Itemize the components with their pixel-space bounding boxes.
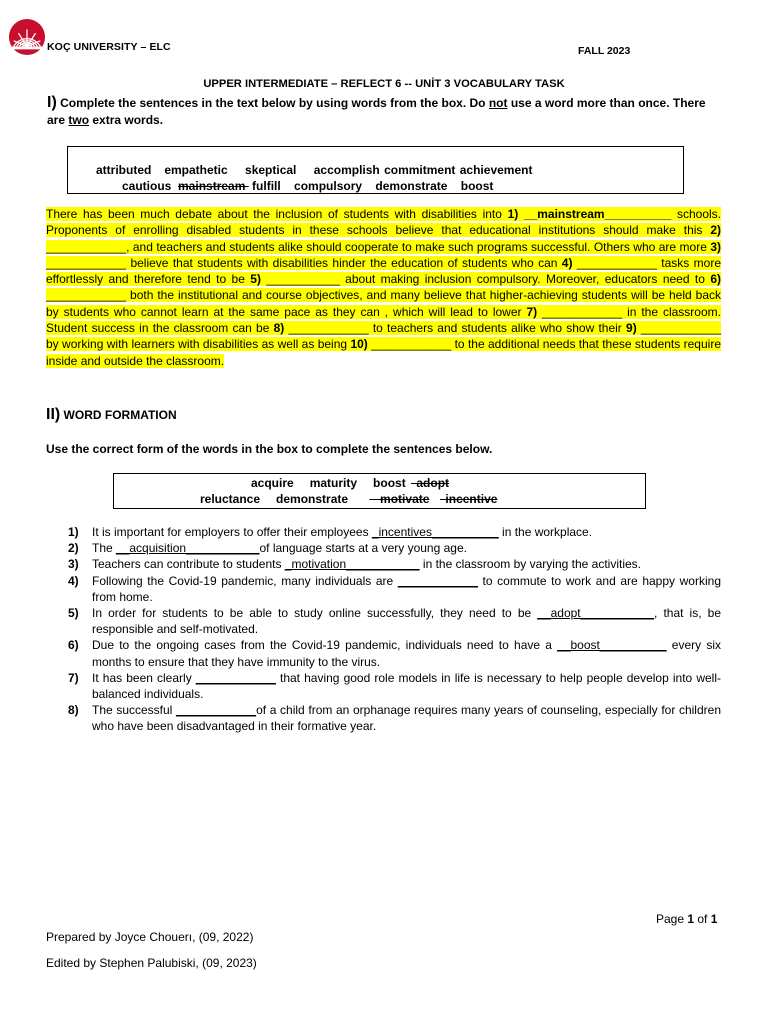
page-number: Page 1 of 1 xyxy=(656,912,718,926)
word-box-1 xyxy=(67,146,684,194)
list-item: 7) It has been clearly ____________ that having good role models in life is necessary to help people develop into well-balanced individuals. xyxy=(68,670,721,702)
prepared-by: Prepared by Joyce Chouerı, (09, 2022) xyxy=(46,930,254,944)
answer-blank: ____________ xyxy=(195,670,276,685)
page-title: UPPER INTERMEDIATE – REFLECT 6 -- UNİT 3 VOCABULARY TASK xyxy=(203,78,565,90)
header-left xyxy=(8,18,171,56)
university-name: KOÇ UNIVERSITY – ELC xyxy=(47,41,171,53)
answer-blank: __adopt___________ xyxy=(537,606,655,621)
answer-blank: __boost__________ xyxy=(557,638,667,653)
list-item: 4) Following the Covid-19 pandemic, many individuals are ____________ to commute to work and are happy working from home. xyxy=(68,573,721,604)
word-box-1-row1: attributed empathetic skeptical accomplish commitment achievement xyxy=(96,163,533,177)
struck-word: adopt xyxy=(411,476,450,490)
word-formation-list xyxy=(46,524,721,735)
term-label: FALL 2023 xyxy=(578,45,631,57)
struck-word: incentive xyxy=(440,492,498,506)
list-item: 8) The successful ____________of a child from an orphanage requires many years of counseling, especially for children who have been disadvantaged in their formative year. xyxy=(68,703,721,734)
list-item: 1) It is important for employers to offer their employees _incentives__________ in the workplace. xyxy=(68,525,593,539)
word-box-2 xyxy=(113,473,646,509)
section2-heading: II) WORD FORMATION xyxy=(46,406,177,423)
answer-blank: _motivation___________ xyxy=(284,557,420,572)
list-item: 6) Due to the ongoing cases from the Covid-19 pandemic, individuals need to have a __boost__________ every six months to ensure that they have immunity to the virus. xyxy=(68,638,721,669)
list-item: 2) The __acquisition___________of language starts at a very young age. xyxy=(68,541,467,556)
section1-instruction: I) Complete the sentences in the text below by using words from the box. Do not use a word more than once. There are two extra words. xyxy=(47,94,706,127)
edited-by: Edited by Stephen Palubiski, (09, 2023) xyxy=(46,956,257,970)
list-item: 3) Teachers can contribute to students _motivation___________ in the classroom by varying the activities. xyxy=(68,557,641,572)
answer-blank: __acquisition___________ xyxy=(116,541,260,556)
list-item: 5) In order for students to be able to study online successfully, they need to be __adopt___________, that is, be responsible and self-motivated. xyxy=(68,606,721,637)
word-box-2-row1: acquire maturity boost adopt xyxy=(251,476,450,490)
struck-word: mainstream xyxy=(178,179,249,193)
answer-blank: ____________ xyxy=(397,573,478,588)
koc-university-logo-icon xyxy=(8,18,46,56)
section2-instruction: Use the correct form of the words in the box to complete the sentences below. xyxy=(46,442,493,456)
word-box-1-row2: cautious mainstream fulfill compulsory demonstrate boost xyxy=(122,179,494,193)
highlighted-passage: There has been much debate about the inclusion of students with disabilities into 1) __mainstream__________ schools. Proponents of enrolling disabled students in these schools believe that educational institutions should make this 2) ____________, and teachers and students alike should cooperate to make such programs successful. Others who are more 3) ____________ believe that students with disabilities hinder the education of students who can 4) ____________ tasks more effortlessly and therefore tend to be 5) ___________ about making inclusion compulsory. Moreover, educators need to 6) ____________ both the institutional and course objectives, and many believe that higher-achieving students will be held back by students who cannot learn at the same pace as they can , which will lead to lower 7) ____________ in the classroom. Student success in the classroom can be 8) ____________ to teachers and students alike who show their 9) ____________ by working with learners with disabilities as well as being 10) ____________ to the additional needs that these students require inside and outside the classroom. xyxy=(46,207,721,368)
section1-passage xyxy=(46,206,721,369)
answer-blank: _incentives__________ xyxy=(371,525,499,539)
struck-word: motivate xyxy=(369,492,430,506)
answer-blank: ____________ xyxy=(175,703,257,718)
word-box-2-row2: reluctance demonstrate motivate incentive xyxy=(200,492,498,506)
